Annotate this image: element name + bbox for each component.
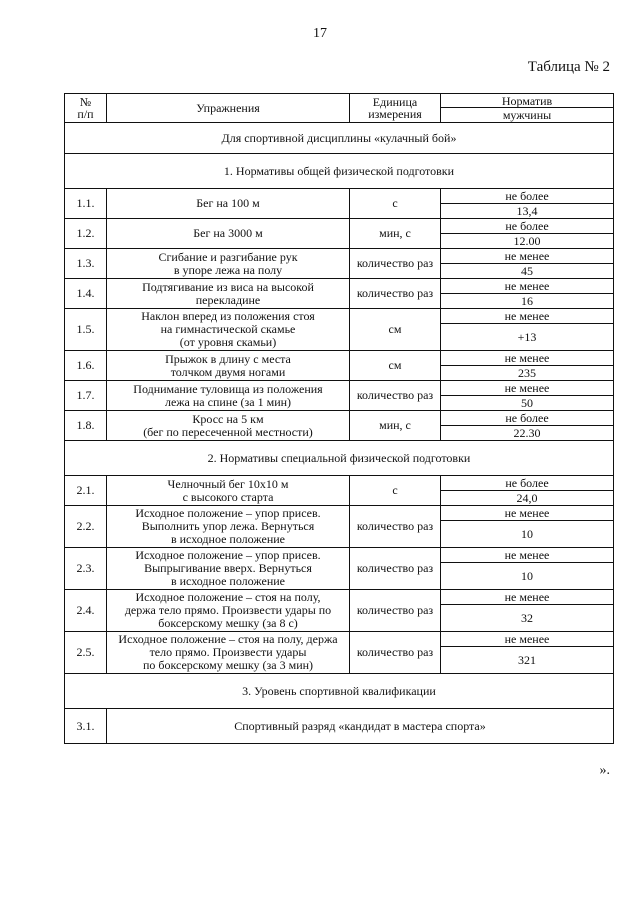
row-exercise: Наклон вперед из положения стоя на гимнастической скамье (от уровня скамьи)	[107, 309, 350, 351]
table-row	[65, 309, 614, 324]
section-row	[65, 154, 614, 189]
header-gender: мужчины	[441, 108, 614, 123]
discipline-row: Для спортивной дисциплины «кулачный бой»	[65, 123, 614, 154]
row-number: 2.3.	[65, 548, 107, 590]
row-value: 13,4	[441, 204, 614, 219]
row-value: 32	[441, 605, 614, 632]
table-row	[65, 506, 614, 521]
row-number: 1.4.	[65, 279, 107, 309]
row-number: 2.1.	[65, 476, 107, 506]
row-unit: см	[350, 351, 441, 381]
row-condition: не менее	[441, 548, 614, 563]
row-condition: не более	[441, 219, 614, 234]
row-value: 235	[441, 366, 614, 381]
row-value: 24,0	[441, 491, 614, 506]
row-number: 1.8.	[65, 411, 107, 441]
row-value: 22.30	[441, 426, 614, 441]
row-unit: мин, с	[350, 219, 441, 249]
row-condition: не более	[441, 476, 614, 491]
row-unit: количество раз	[350, 381, 441, 411]
page-number: 17	[313, 26, 327, 41]
section-row	[65, 674, 614, 709]
header-unit: Единица измерения	[350, 94, 441, 123]
row-number: 2.5.	[65, 632, 107, 674]
row-unit: количество раз	[350, 279, 441, 309]
row-number: 3.1.	[65, 709, 107, 744]
table-row	[65, 411, 614, 426]
row-unit: количество раз	[350, 548, 441, 590]
table-row	[65, 219, 614, 234]
table-row	[65, 249, 614, 264]
row-condition: не менее	[441, 590, 614, 605]
table-row	[65, 548, 614, 563]
row-condition: не менее	[441, 279, 614, 294]
row-text: Спортивный разряд «кандидат в мастера спорта»	[107, 709, 614, 744]
section-title: 1. Нормативы общей физической подготовки	[65, 154, 614, 189]
table-row	[65, 279, 614, 294]
header-exercise: Упражнения	[107, 94, 350, 123]
row-value: 50	[441, 396, 614, 411]
row-value: 45	[441, 264, 614, 279]
row-exercise: Бег на 3000 м	[107, 219, 350, 249]
row-exercise: Прыжок в длину с места толчком двумя ногами	[107, 351, 350, 381]
row-unit: количество раз	[350, 506, 441, 548]
table-row	[65, 590, 614, 605]
row-exercise: Подтягивание из виса на высокой перекладине	[107, 279, 350, 309]
row-condition: не менее	[441, 309, 614, 324]
row-condition: не менее	[441, 351, 614, 366]
row-unit: количество раз	[350, 632, 441, 674]
row-value: 10	[441, 563, 614, 590]
row-exercise: Сгибание и разгибание рук в упоре лежа на полу	[107, 249, 350, 279]
norms-table	[64, 93, 614, 744]
row-number: 1.7.	[65, 381, 107, 411]
row-exercise: Поднимание туловища из положения лежа на спине (за 1 мин)	[107, 381, 350, 411]
row-condition: не менее	[441, 249, 614, 264]
row-unit: мин, с	[350, 411, 441, 441]
row-number: 1.1.	[65, 189, 107, 219]
table-row	[65, 189, 614, 204]
row-number: 2.2.	[65, 506, 107, 548]
row-condition: не более	[441, 189, 614, 204]
row-condition: не менее	[441, 632, 614, 647]
section-title: 3. Уровень спортивной квалификации	[65, 674, 614, 709]
header-norm: Норматив	[441, 94, 614, 108]
row-unit: см	[350, 309, 441, 351]
row-exercise: Исходное положение – упор присев. Выпрыгивание вверх. Вернуться в исходное положение	[107, 548, 350, 590]
row-unit: количество раз	[350, 249, 441, 279]
table-row	[65, 632, 614, 647]
row-number: 2.4.	[65, 590, 107, 632]
table-label: Таблица № 2	[527, 59, 610, 75]
row-condition: не менее	[441, 506, 614, 521]
table-row	[65, 351, 614, 366]
norms-table-body	[65, 94, 614, 744]
row-exercise: Бег на 100 м	[107, 189, 350, 219]
row-value: 16	[441, 294, 614, 309]
row-condition: не менее	[441, 381, 614, 396]
header-num: № п/п	[65, 94, 107, 123]
section-title: 2. Нормативы специальной физической подготовки	[65, 441, 614, 476]
row-exercise: Исходное положение – стоя на полу, держа тело прямо. Произвести удары по боксерскому мешку (за 8 с)	[107, 590, 350, 632]
row-number: 1.6.	[65, 351, 107, 381]
row-number: 1.3.	[65, 249, 107, 279]
row-exercise: Кросс на 5 км (бег по пересеченной местности)	[107, 411, 350, 441]
row-number: 1.2.	[65, 219, 107, 249]
row-value: 321	[441, 647, 614, 674]
row-condition: не более	[441, 411, 614, 426]
row-exercise: Исходное положение – стоя на полу, держа тело прямо. Произвести удары по боксерскому мешку (за 3 мин)	[107, 632, 350, 674]
table-row	[65, 381, 614, 396]
row-number: 1.5.	[65, 309, 107, 351]
row-value: 12.00	[441, 234, 614, 249]
row-exercise: Челночный бег 10х10 м с высокого старта	[107, 476, 350, 506]
row-exercise: Исходное положение – упор присев. Выполнить упор лежа. Вернуться в исходное положение	[107, 506, 350, 548]
row-unit: с	[350, 476, 441, 506]
row-value: +13	[441, 324, 614, 351]
closing-quote: ».	[599, 763, 610, 778]
table-row	[65, 476, 614, 491]
row-value: 10	[441, 521, 614, 548]
row-unit: с	[350, 189, 441, 219]
row-unit: количество раз	[350, 590, 441, 632]
section-row	[65, 441, 614, 476]
table-row	[65, 709, 614, 744]
